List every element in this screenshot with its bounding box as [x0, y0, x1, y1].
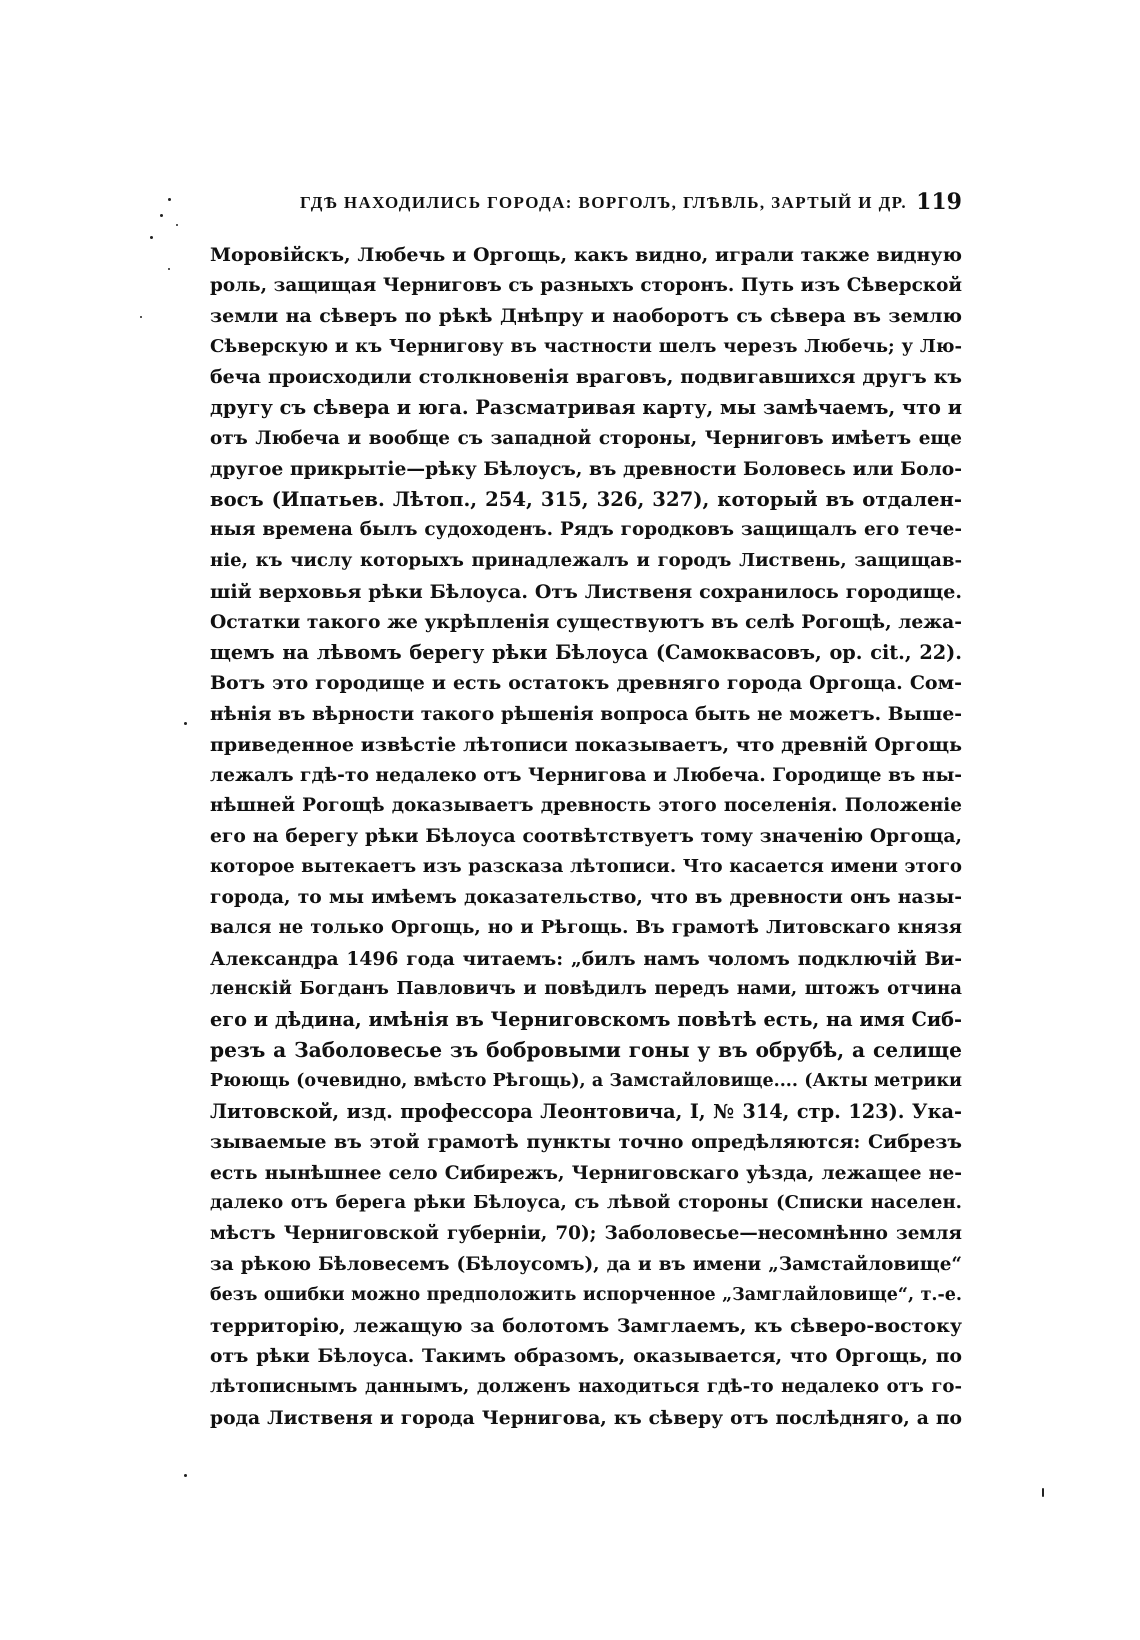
text-line: отъ рѣки Бѣлоуса. Такимъ образомъ, оказывается, что Оргощь, по — [210, 1345, 962, 1368]
text-line: приведенное извѣстіе лѣтописи показываетъ, что древній Оргощь — [210, 733, 962, 756]
page-header — [210, 188, 962, 218]
text-line: Рюющь (очевидно, вмѣсто Рѣгощь), а Замстайловище.... (Акты метрики — [210, 1071, 962, 1092]
scan-speck — [140, 316, 142, 318]
text-line: беча происходили столкновенія враговъ, подвигавшихся другъ къ — [210, 366, 962, 389]
text-line: шій верховья рѣки Бѣлоуса. Отъ Лиственя сохранилось городище. — [210, 580, 962, 603]
text-line: территорію, лежащую за болотомъ Замглаемъ, къ сѣверо-востоку — [210, 1314, 962, 1337]
text-line: другое прикрытіе—рѣку Бѣлоусъ, въ древности Боловесь или Боло- — [210, 458, 962, 481]
text-line: безъ ошибки можно предположить испорченное „Замглайловище“, т.-е. — [210, 1285, 962, 1306]
scan-speck — [176, 224, 178, 226]
text-line: вался не только Оргощь, но и Рѣгощь. Въ грамотѣ Литовскаго князя — [210, 917, 962, 939]
text-line: есть нынѣшнее село Сибирежъ, Черниговскаго уѣзда, лежащее не- — [210, 1161, 962, 1184]
text-line: за рѣкою Бѣловесемъ (Бѣлоусомъ), да и въ имени „Замстайловище“ — [210, 1253, 962, 1275]
text-line: земли на сѣверъ по рѣкѣ Днѣпру и наоборотъ съ сѣвера въ землю — [210, 305, 962, 328]
text-line: нѣнія въ вѣрности такого рѣшенія вопроса быть не можетъ. Выше- — [210, 702, 962, 725]
text-line: мѣстъ Черниговской губерніи, 70); Заболовесье—несомнѣнно земля — [210, 1223, 962, 1244]
text-line: ніе, къ числу которыхъ принадлежалъ и городъ Листвень, защищав- — [210, 549, 962, 571]
running-title: ГДѢ НАХОДИЛИСЬ ГОРОДА: ВОРГОЛЪ, ГЛѢВЛЬ, ЗАРТЫЙ И ДР. — [300, 193, 907, 212]
text-line: резъ а Заболовесье зъ бобровыми гоны у въ обрубѣ, а селище — [210, 1038, 962, 1063]
text-line: лежалъ гдѣ-то недалеко отъ Чернигова и Любеча. Городище въ ны- — [210, 764, 962, 787]
text-line: Александра 1496 года читаемъ: „билъ намъ чоломъ подключій Ви- — [210, 947, 962, 970]
text-line: другу съ сѣвера и юга. Разсматривая карту, мы замѣчаемъ, что и — [210, 395, 962, 419]
text-line: лѣтописнымъ даннымъ, долженъ находиться гдѣ-то недалеко отъ го- — [210, 1375, 962, 1397]
text-line: Остатки такого же укрѣпленія существуютъ въ селѣ Рогощѣ, лежа- — [210, 611, 962, 634]
scan-speck — [184, 1474, 187, 1477]
scan-speck — [1042, 1488, 1044, 1497]
text-line: восъ (Ипатьев. Лѣтоп., 254, 315, 326, 327), который въ отдален- — [210, 487, 962, 511]
text-line: Литовской, изд. профессора Леонтовича, I, № 314, стр. 123). Ука- — [210, 1099, 962, 1123]
text-line: его на берегу рѣки Бѣлоуса соотвѣтствуетъ тому значенію Оргоща, — [210, 825, 962, 848]
text-line: отъ Любеча и вообще съ западной стороны, Черниговъ имѣетъ еще — [210, 427, 962, 449]
scan-speck — [168, 198, 171, 201]
scan-speck — [160, 214, 163, 217]
text-line: ленскій Богданъ Павловичъ и повѣдилъ передъ нами, штожъ отчина — [210, 978, 962, 1000]
text-line: ныя времена былъ судоходенъ. Рядъ городковъ защищалъ его тече- — [210, 519, 962, 541]
text-line: которое вытекаетъ изъ разсказа лѣтописи. Что касается имени этого — [210, 855, 962, 877]
text-line: роль, защищая Черниговъ съ разныхъ сторонъ. Путь изъ Сѣверской — [210, 274, 962, 296]
text-line: далеко отъ берега рѣки Бѣлоуса, съ лѣвой стороны (Списки населен. — [210, 1192, 962, 1214]
text-line: Сѣверскую и къ Чернигову въ частности шелъ черезъ Любечь; у Лю- — [210, 335, 962, 357]
text-line: нѣшней Рогощѣ доказываетъ древность этого поселенія. Положеніе — [210, 794, 962, 816]
text-line: рода Лиственя и города Чернигова, къ сѣверу отъ послѣдняго, а по — [210, 1406, 962, 1429]
scan-speck — [168, 268, 170, 270]
text-line: Моровійскъ, Любечь и Оргощь, какъ видно, играли также видную — [210, 244, 962, 266]
text-line: его и дѣдина, имѣнія въ Черниговскомъ повѣтѣ есть, на имя Сиб- — [210, 1007, 962, 1031]
scan-speck — [184, 722, 187, 725]
text-line: Вотъ это городище и есть остатокъ древняго города Оргоща. Сом- — [210, 672, 962, 695]
text-line: города, то мы имѣемъ доказательство, что въ древности онъ назы- — [210, 886, 962, 909]
text-line: зываемые въ этой грамотѣ пункты точно опредѣляются: Сибрезъ — [210, 1131, 962, 1154]
page-number: 119 — [916, 189, 962, 215]
body-text — [210, 240, 962, 1433]
text-line: щемъ на лѣвомъ берегу рѣки Бѣлоуса (Самоквасовъ, op. cit., 22). — [210, 640, 962, 664]
scan-speck — [150, 236, 153, 239]
